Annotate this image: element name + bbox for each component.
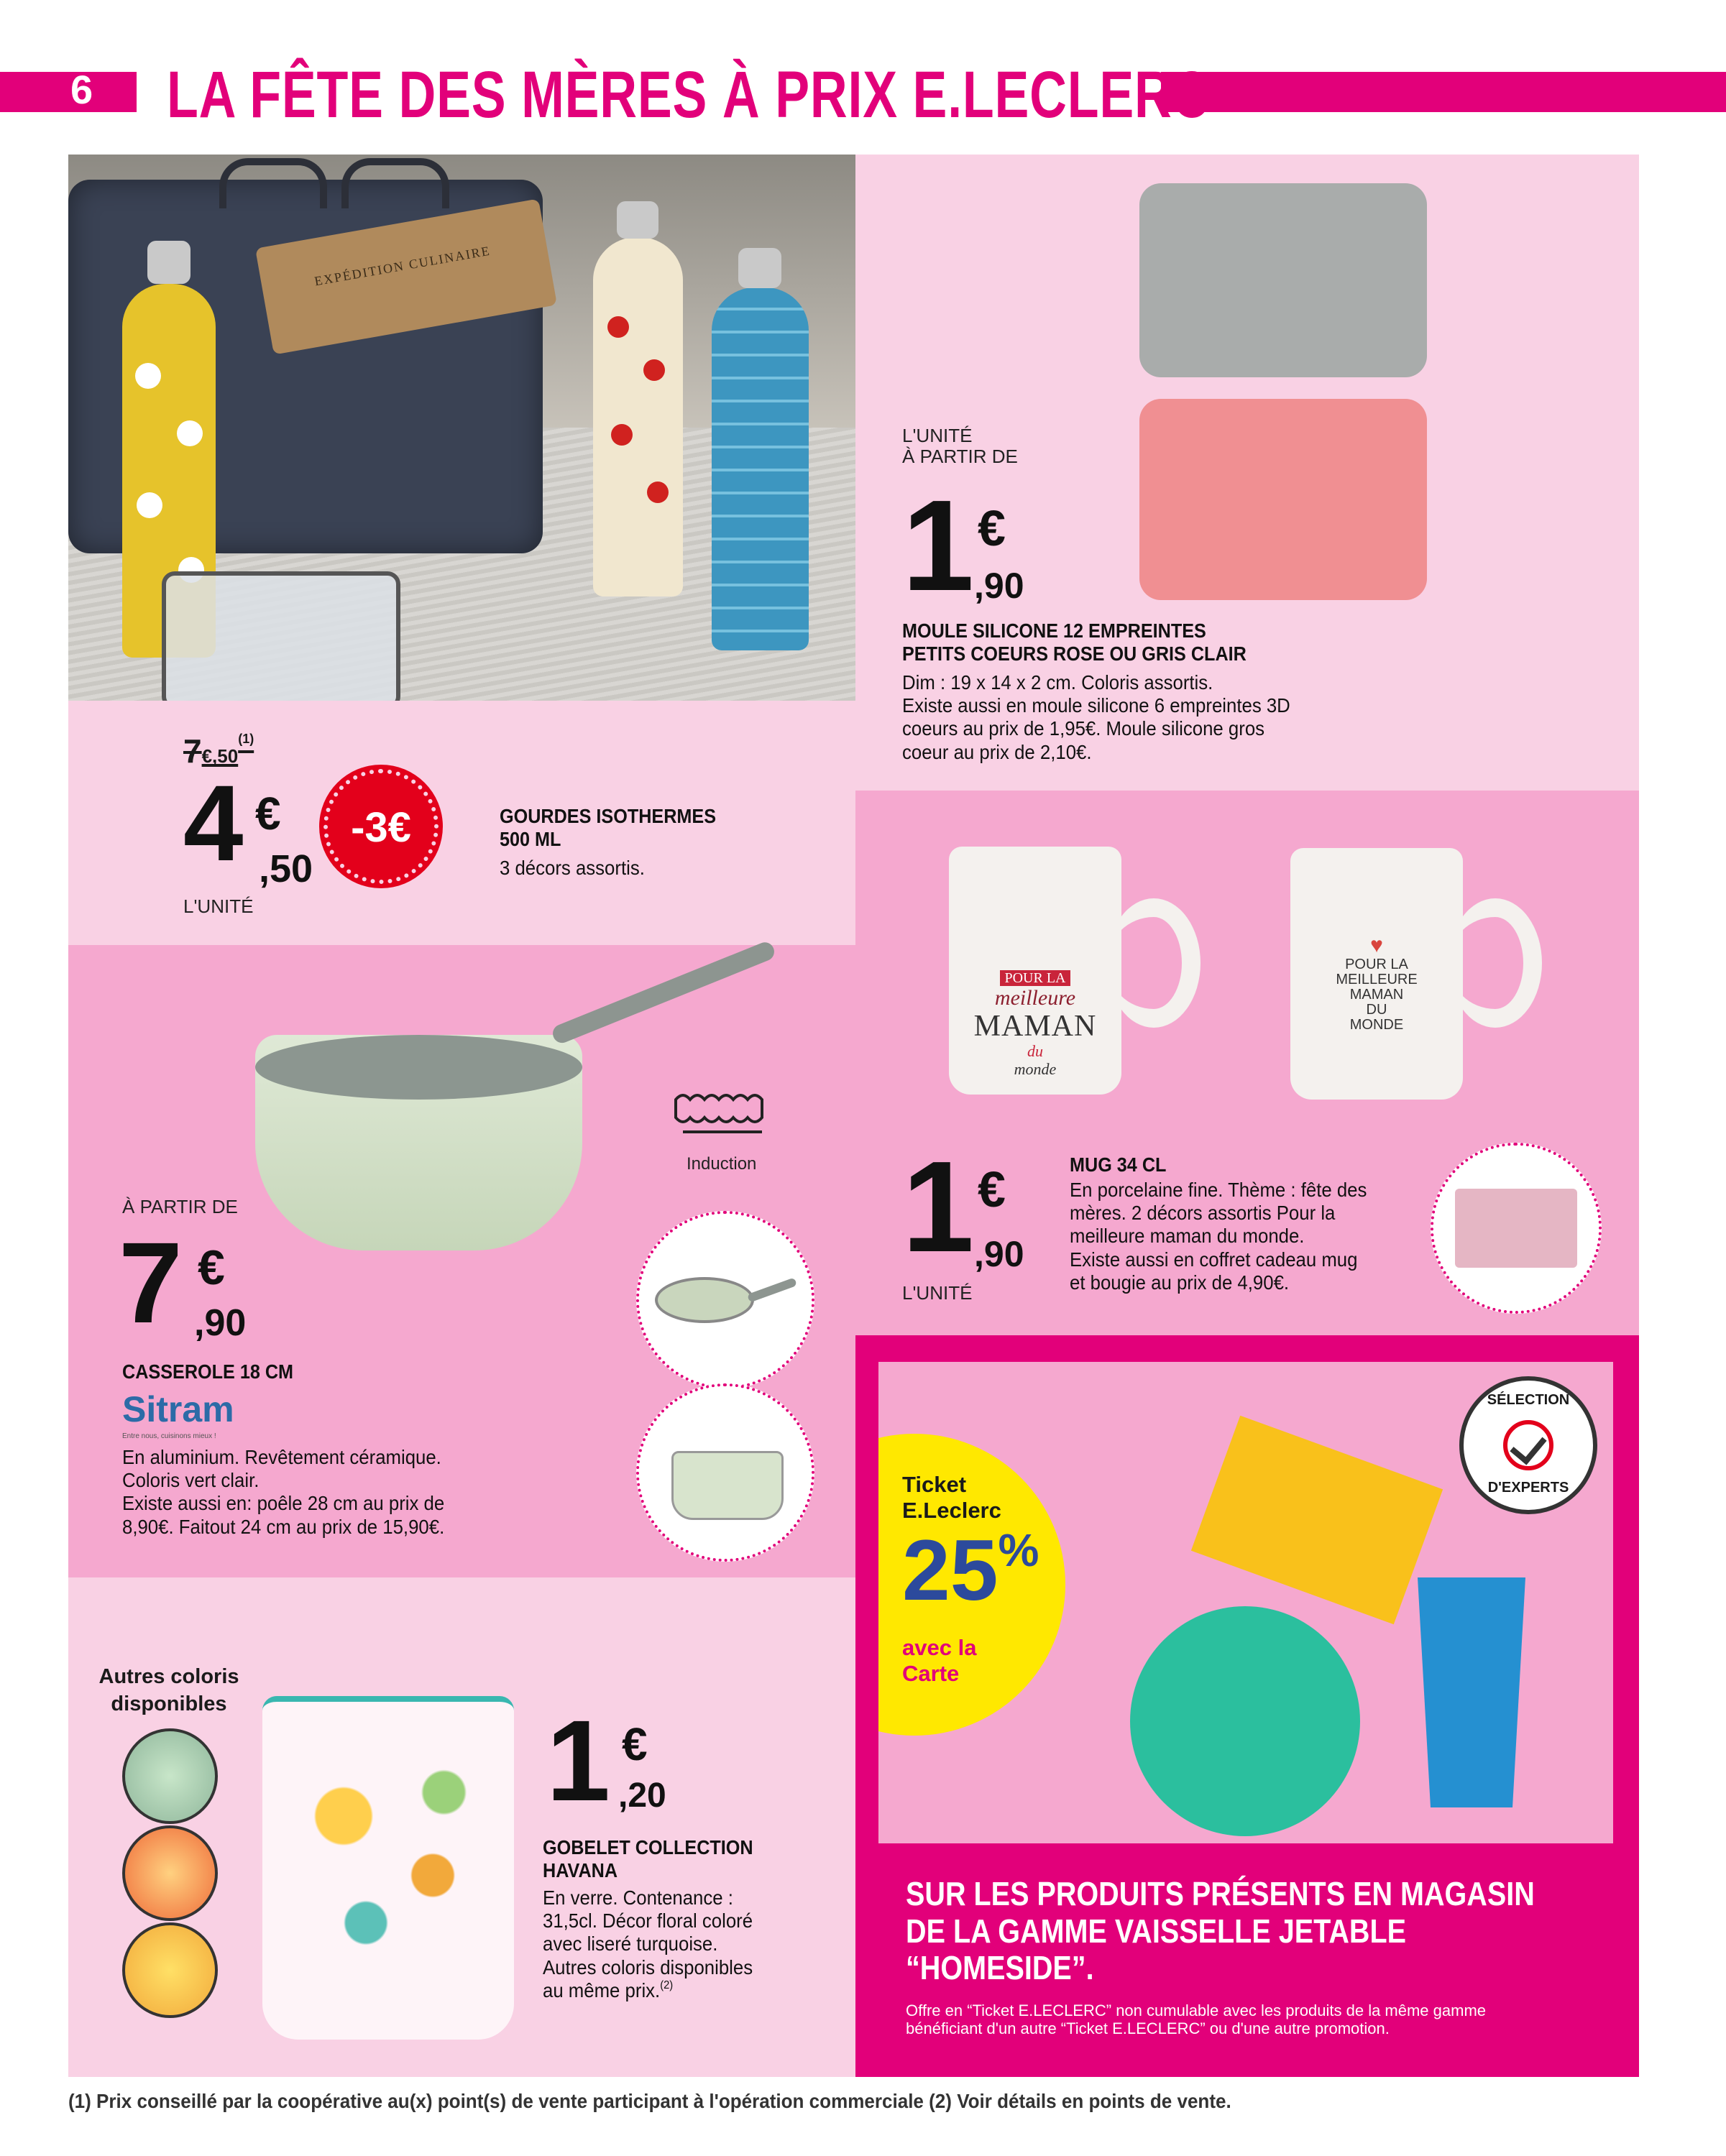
- other-colors-label: Autres coloris disponibles: [98, 1665, 239, 1715]
- mug2-line5: MONDE: [1349, 1016, 1404, 1033]
- mug-price-int: 1: [902, 1135, 975, 1279]
- gourdes-price-euro: €: [255, 788, 281, 839]
- casserole-prefix: À PARTIR DE: [122, 1196, 238, 1217]
- moule-price-cents: ,90: [974, 566, 1024, 606]
- color-variant-2[interactable]: [122, 1825, 218, 1921]
- mug-unit: L'UNITÉ: [902, 1282, 973, 1304]
- cups-image: [1418, 1577, 1525, 1807]
- color-variant-3[interactable]: [122, 1922, 218, 2018]
- gourdes-desc: 3 décors assortis.: [500, 857, 645, 879]
- mug-name: MUG 34 CL: [1070, 1153, 1167, 1176]
- cherry-bottle: [593, 237, 683, 596]
- casserole-price-euro: €: [198, 1240, 225, 1295]
- blue-bottle: [712, 287, 809, 650]
- mug2-heart-icon: ♥: [1370, 934, 1383, 957]
- mug1-line1: POUR LA: [1000, 970, 1070, 986]
- poele-handle: [747, 1277, 797, 1302]
- mug-monde: [1290, 848, 1463, 1100]
- moule-prefix: L'UNITÉ À PARTIR DE: [902, 425, 1018, 467]
- casserole-price-int: 7: [119, 1218, 183, 1347]
- poele-circle: [636, 1211, 814, 1389]
- mug1-line5: monde: [1014, 1059, 1057, 1078]
- selection-experts-badge: [1459, 1376, 1597, 1514]
- mug2-line3: MAMAN: [1349, 986, 1404, 1003]
- gourdes-price-cents: ,50: [259, 847, 313, 890]
- mug1-line2: meilleure: [994, 986, 1076, 1010]
- gourdes-photo: [68, 155, 855, 701]
- casserole-desc: En aluminium. Revêtement céramique. Coloris vert clair. Existe aussi en: poêle 28 cm au prix de 8,90€. Faitout 24 cm au prix de 15,90€.: [122, 1446, 445, 1538]
- header-bar-left: [0, 72, 137, 112]
- gourdes-unit: L'UNITÉ: [183, 895, 254, 917]
- mug2-line4: DU: [1366, 1001, 1387, 1018]
- gobelet-image: [262, 1696, 514, 2040]
- poele-image: [655, 1277, 754, 1323]
- ticket-card-label: avec la Carte: [902, 1635, 977, 1686]
- mug1-line4: du: [1027, 1042, 1043, 1061]
- mug2-line2: MEILLEURE: [1336, 971, 1418, 987]
- grey-heart-mold: [1139, 183, 1427, 377]
- induction-label: Induction: [687, 1154, 757, 1174]
- casserole-image: [255, 1035, 582, 1250]
- mug-maman: [949, 847, 1121, 1095]
- gourdes-old-price: 7€,50$^{(1)}$: [183, 732, 254, 770]
- gobelet-price-int: 1: [546, 1696, 610, 1825]
- footer-note: (1) Prix conseillé par la coopérative au(x) point(s) de vente participant à l'opération commerciale (2) Voir détails en points de vente.: [68, 2090, 1231, 2112]
- lunchbox-label: EXPÉDITION CULINAIRE: [313, 243, 492, 289]
- mug-price-cents: ,90: [974, 1234, 1024, 1274]
- mug1-handle: [1107, 898, 1201, 1028]
- gift-box-circle: [1431, 1143, 1602, 1314]
- homeside-headline: SUR LES PRODUITS PRÉSENTS EN MAGASIN DE LA GAMME VAISSELLE JETABLE “HOMESIDE”.: [906, 1875, 1535, 1987]
- badge-top-text: SÉLECTION: [1487, 1392, 1570, 1408]
- gobelet-desc: En verre. Contenance : 31,5cl. Décor floral coloré avec liseré turquoise. Autres coloris disponibles au même prix.$^{(2)}$: [543, 1886, 753, 2001]
- color-variant-1[interactable]: [122, 1728, 218, 1824]
- page-number: 6: [70, 67, 93, 112]
- moule-desc: Dim : 19 x 14 x 2 cm. Coloris assortis. Existe aussi en moule silicone 6 empreintes 3D coeurs au prix de 1,95€. Moule silicone gros coeur au prix de 2,10€.: [902, 671, 1290, 763]
- discount-badge: [323, 769, 439, 884]
- mug2-line1: POUR LA: [1345, 956, 1408, 972]
- plate-image: [1130, 1606, 1360, 1836]
- homeside-fine-print: Offre en “Ticket E.LECLERC” non cumulable avec les produits de la même gamme bénéficiant d'un autre “Ticket E.LECLERC” ou d'une autre promotion.: [906, 2001, 1487, 2038]
- faitout-image: [671, 1451, 784, 1520]
- moule-price-int: 1: [902, 474, 975, 618]
- lunch-box: [162, 571, 400, 701]
- page-title: LA FÊTE DES MÈRES À PRIX E.LECLERC: [167, 58, 1211, 132]
- gobelet-price-euro: €: [622, 1718, 648, 1770]
- gourdes-price-int: 4: [183, 763, 244, 883]
- napkins-image: [1191, 1416, 1443, 1625]
- moule-name: MOULE SILICONE 12 EMPREINTES PETITS COEURS ROSE OU GRIS CLAIR: [902, 619, 1247, 665]
- casserole-price-cents: ,90: [194, 1302, 247, 1344]
- mug-price-euro: €: [978, 1161, 1006, 1217]
- pink-heart-mold: [1139, 399, 1427, 600]
- gobelet-name: GOBELET COLLECTION HAVANA: [543, 1836, 753, 1882]
- gift-box: [1455, 1189, 1577, 1268]
- mug-desc: En porcelaine fine. Thème : fête des mères. 2 décors assortis Pour la meilleure maman du monde. Existe aussi en coffret cadeau mug et bougie au prix de 4,90€.: [1070, 1179, 1367, 1294]
- moule-price-euro: €: [978, 500, 1006, 556]
- sitram-tagline: Entre nous, cuisinons mieux !: [122, 1432, 216, 1440]
- discount-badge-text: -3€: [351, 804, 411, 851]
- gourdes-name: GOURDES ISOTHERMES 500 ML: [500, 805, 717, 851]
- gobelet-price-cents: ,20: [618, 1777, 666, 1815]
- header-bar-right: [1161, 72, 1726, 112]
- induction-icon: [669, 1089, 776, 1139]
- ticket-percent: 25%: [902, 1522, 1039, 1618]
- badge-bottom-text: D'EXPERTS: [1487, 1480, 1569, 1496]
- check-icon: [1503, 1420, 1553, 1470]
- mug1-line3: MAMAN: [973, 1010, 1097, 1044]
- sitram-logo: Sitram: [122, 1389, 234, 1429]
- mug2-handle: [1449, 898, 1542, 1028]
- faitout-circle: [636, 1383, 814, 1562]
- ticket-label: Ticket E.Leclerc: [902, 1472, 1001, 1523]
- casserole-name: CASSEROLE 18 CM: [122, 1360, 294, 1383]
